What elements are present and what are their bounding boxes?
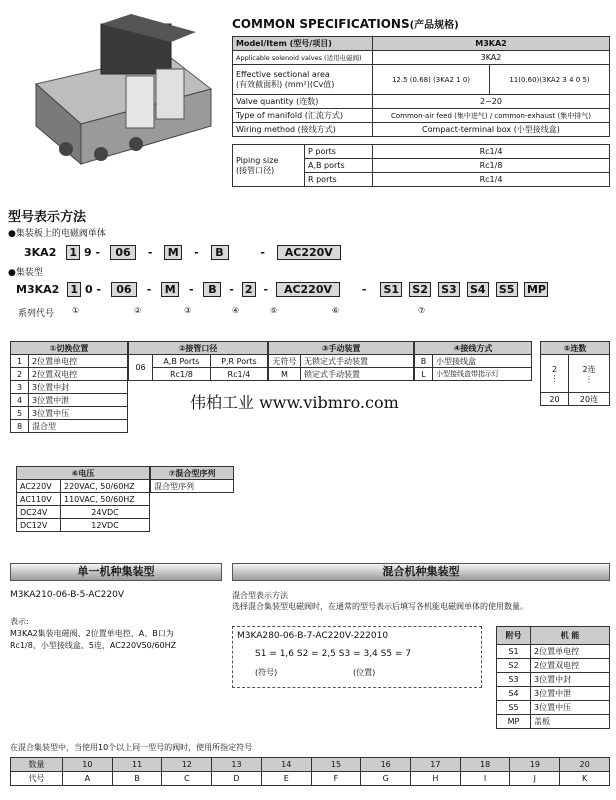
spec-qty-label: Valve quantity (连数) xyxy=(233,95,373,109)
function-table: 附号 机 能 S1 2位置单电控 S2 2位置双电控 S3 3位置中封 S4 3位置中泄 S5 3位置中压 MP 盖板 xyxy=(496,626,610,729)
circle-1: ① xyxy=(72,306,80,315)
single-note-title: 表示: xyxy=(10,617,29,626)
spec-area-label: Effective sectional area (有效截面积) (mm²)(Cv值) xyxy=(233,65,373,95)
voltage-table: ⑥电压 AC220V 220VAC, 50/60HZ AC110V 110VAC, 50/60HZ DC24V 24VDC DC12V 12VDC xyxy=(16,466,150,532)
piping-table xyxy=(232,144,610,187)
piping-port: P ports xyxy=(305,145,373,159)
circle-4: ④ xyxy=(232,306,240,315)
manifold-label: ●集装型 xyxy=(8,268,43,278)
spec-model-value: M3KA2 xyxy=(373,37,610,51)
spec-valves-value: 3KA2 xyxy=(373,51,610,65)
manifold-code: M3KA2 1 0 - 06 - M - B - 2 - AC220V - S1 S2 S3 S4 S5 MP xyxy=(16,282,548,297)
single-label: ●集装板上的电磁阀单体 xyxy=(8,229,106,239)
single-example: M3KA210-06-B-5-AC220V xyxy=(10,590,125,600)
watermark: 伟柏工业 www.vibmro.com xyxy=(190,393,399,412)
mixed-pos: (位置) xyxy=(353,668,376,677)
piping-port: A,B ports xyxy=(305,159,373,173)
circle-5: ⑤ xyxy=(270,306,278,315)
spec-manifold-label: Type of manifold (汇流方式) xyxy=(233,109,373,123)
circle-6: ⑥ xyxy=(332,306,340,315)
series-code-label: 系列代号 xyxy=(18,309,55,319)
mixed-line-2: 选择混合集装型电磁阀时，在通常的型号表示后填写各机能电磁阀单体的使用数量。 xyxy=(232,602,528,611)
model-title: 型号表示方法 xyxy=(8,210,87,225)
spec-area-value-1: 12.5 (0.68) (3KA2 1 0) xyxy=(373,65,490,95)
spec-table xyxy=(232,36,610,137)
circle-7: ⑦ xyxy=(418,306,426,315)
mixed-type-banner: 混合机种集装型 xyxy=(232,563,610,581)
bottom-note: 在混合集装型中，当使用10个以上同一型号的阀时，使用所指定符号 xyxy=(10,743,253,752)
piping-label: Piping size (接管口径) xyxy=(233,145,305,187)
quantity-code-table xyxy=(10,757,610,786)
piping-size: Rc1/8 xyxy=(373,159,610,173)
mixed-example-box xyxy=(232,626,482,688)
quantity-row: 数量 10 11 12 13 14 15 16 17 18 19 20 xyxy=(11,758,610,772)
spec-wiring-value: Compact-terminal box (小型接线盒) xyxy=(373,123,610,137)
mixed-example: M3KA280-06-B-7-AC220V-222010 xyxy=(237,631,389,641)
spec-area-value-2: 11(0.60)(3KA2 3 4 0 5) xyxy=(489,65,609,95)
piping-port: R ports xyxy=(305,173,373,187)
mixed-line-1: 混合型表示方法 xyxy=(232,591,288,600)
single-type-banner: 单一机种集装型 xyxy=(10,563,222,581)
mixed-sequence-table: ⑦混合型序列 混合型序列 xyxy=(150,466,234,493)
piping-size: Rc1/4 xyxy=(373,145,610,159)
single-note-line-2: Rc1/8、小型接线盒、5连、AC220V50/60HZ xyxy=(10,641,177,650)
circle-3: ③ xyxy=(184,306,192,315)
piping-size: Rc1/4 xyxy=(373,173,610,187)
spec-model-label: Model/Item (型号/项目) xyxy=(233,37,373,51)
switch-position-table: ①切换位置 1 2位置单电控 2 2位置双电控 3 3位置中封 4 3位置中泄 5 3位置中压 8 混合型 xyxy=(10,341,128,433)
spec-manifold-value: Common-air feed (集中进气) / common-exhaust (集中排气) xyxy=(373,109,610,123)
mixed-expr: S1 = 1,6 S2 = 2,5 S3 = 3,4 S5 = 7 xyxy=(255,649,412,659)
circle-2: ② xyxy=(134,306,142,315)
port-size-table: ②接管口径 06 A,B Ports P,R Ports Rc1/8 Rc1/4 xyxy=(128,341,268,381)
station-count-table: ⑤连数 2 ⋮ 2连 ⋮ 20 20连 xyxy=(540,341,610,406)
spec-valves-label: Applicable solenoid valves (适用电磁阀) xyxy=(233,51,373,65)
single-note-line-1: M3KA2集装电磁阀、2位置单电控、A、B口为 xyxy=(10,629,174,638)
spec-title: COMMON SPECIFICATIONS(产品规格) xyxy=(232,17,459,31)
wiring-table: ④接线方式 B 小型接线盒 L 小型接线盒带指示灯 xyxy=(414,341,532,381)
manual-device-table: ③手动装置 无符号 无锁定式手动装置 M 锁定式手动装置 xyxy=(268,341,414,381)
product-image xyxy=(6,14,218,184)
mixed-sym: (符号) xyxy=(255,668,278,677)
code-row: 代号 A B C D E F G H I J K xyxy=(11,772,610,786)
spec-wiring-label: Wiring method (接线方式) xyxy=(233,123,373,137)
single-code: 3KA2 1 9 - 06 - M - B - AC220V xyxy=(24,245,341,260)
spec-qty-value: 2~20 xyxy=(373,95,610,109)
